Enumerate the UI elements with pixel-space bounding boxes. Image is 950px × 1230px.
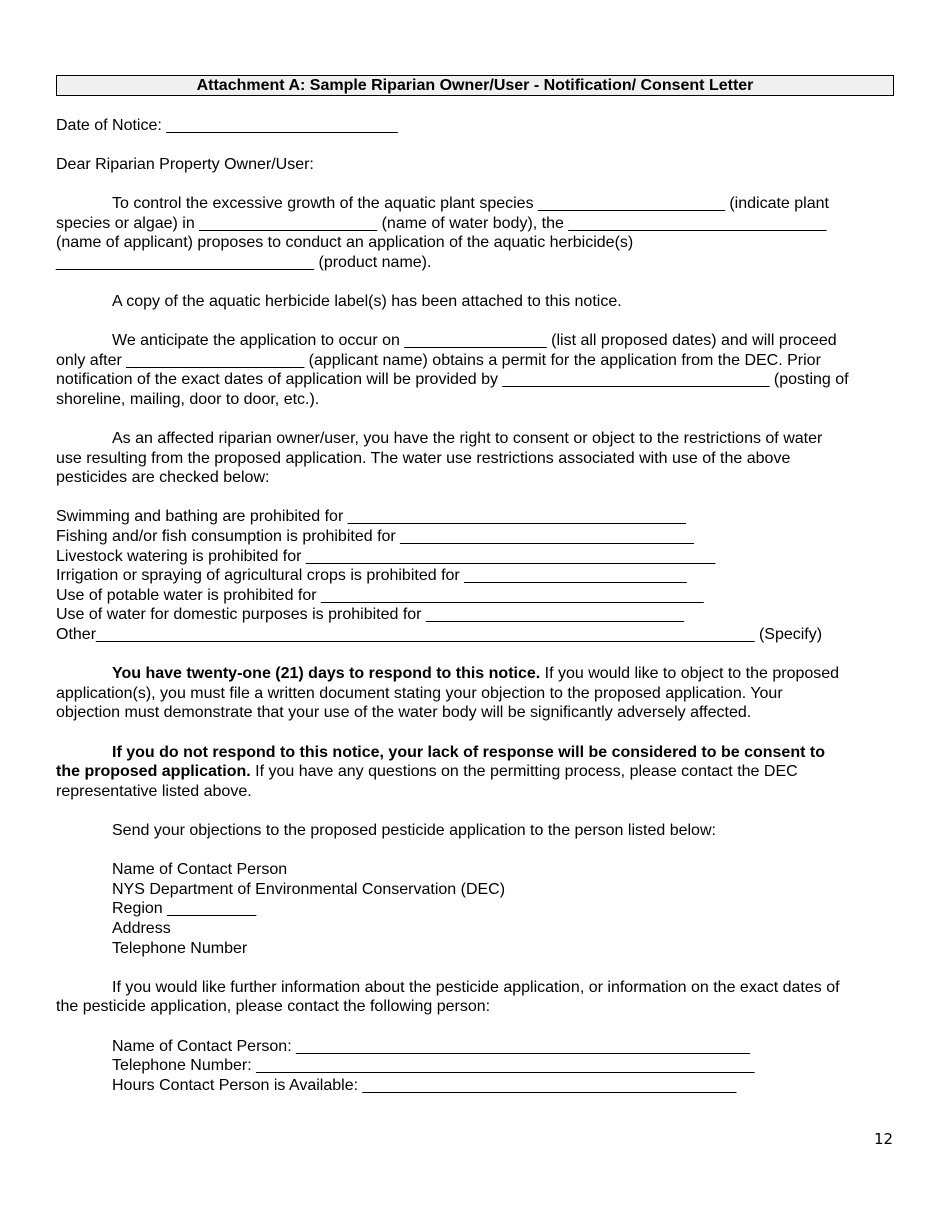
paragraph-line: shoreline, mailing, door to door, etc.). [56, 390, 320, 408]
restriction-item: Swimming and bathing are prohibited for ______________________________________ [56, 508, 686, 526]
paragraph-plant-species [56, 194, 894, 272]
info-line: Telephone Number: ________________________________________________________ [112, 1057, 755, 1075]
paragraph-line: the pesticide application, please contact the following person: [56, 998, 491, 1016]
contact-line: Name of Contact Person [112, 861, 288, 879]
restriction-item: Use of potable water is prohibited for ___________________________________________ [56, 586, 704, 604]
paragraph-text: If you have any questions on the permitting process, please contact the DEC [250, 763, 798, 781]
paragraph-line: notification of the exact dates of application will be provided by ______________________________ (posting of [56, 371, 849, 389]
contact-block [56, 860, 894, 958]
restriction-item: Use of water for domestic purposes is prohibited for _____________________________ [56, 606, 684, 624]
paragraph-label-copy: A copy of the aquatic herbicide label(s) has been attached to this notice. [112, 292, 622, 310]
restriction-item: Livestock watering is prohibited for ______________________________________________ [56, 547, 716, 565]
paragraph-rights [56, 429, 894, 488]
paragraph-text: If you would like to object to the proposed [540, 665, 840, 683]
paragraph-line: species or algae) in ____________________ (name of water body), the _____________________________ [56, 214, 827, 232]
paragraph-response-deadline [56, 664, 894, 723]
paragraph-line: objection must demonstrate that your use of the water body will be significantly adversely affected. [56, 704, 752, 722]
contact-line: Telephone Number [112, 939, 248, 957]
contact-line: Address [112, 919, 171, 937]
contact-line: NYS Department of Environmental Conservation (DEC) [112, 880, 506, 898]
paragraph-line: use resulting from the proposed application. The water use restrictions associated with use of the above [56, 449, 791, 467]
paragraph-further-info [56, 978, 894, 1017]
info-contact-block [56, 1037, 894, 1096]
restrictions-list [56, 507, 894, 644]
paragraph-line: pesticides are checked below: [56, 469, 270, 487]
paragraph-consent-notice [56, 743, 894, 802]
paragraph-line: To control the excessive growth of the aquatic plant species _____________________ (indicate plant [112, 194, 829, 212]
contact-line: Region __________ [112, 900, 257, 918]
paragraph-line: _____________________________ (product name). [56, 253, 432, 271]
consent-bold-text: If you do not respond to this notice, your lack of response will be considered to be consent to [112, 743, 825, 761]
info-line: Hours Contact Person is Available: __________________________________________ [112, 1076, 737, 1094]
restriction-item: Irrigation or spraying of agricultural crops is prohibited for _________________________ [56, 567, 687, 585]
salutation: Dear Riparian Property Owner/User: [56, 155, 314, 173]
page-number: 12 [874, 1130, 894, 1148]
paragraph-line: We anticipate the application to occur on ________________ (list all proposed dates) and will proceed [112, 332, 837, 350]
paragraph-line [56, 664, 894, 684]
paragraph-line: representative listed above. [56, 782, 252, 800]
paragraph-line: only after ____________________ (applicant name) obtains a permit for the application from the DEC. Prior [56, 351, 821, 369]
deadline-bold-text: You have twenty-one (21) days to respond to this notice. [112, 665, 541, 683]
consent-bold-text: the proposed application. [56, 763, 251, 781]
document-title: Attachment A: Sample Riparian Owner/User - Notification/ Consent Letter [56, 75, 894, 96]
letter-page [56, 75, 894, 1095]
paragraph-line: application(s), you must file a written document stating your objection to the proposed application. Your [56, 684, 783, 702]
restriction-item: Fishing and/or fish consumption is prohibited for _________________________________ [56, 528, 694, 546]
restriction-item: Other__________________________________________________________________________ (Specify) [56, 626, 823, 644]
paragraph-line [56, 762, 894, 782]
date-of-notice-line: Date of Notice: __________________________ [56, 116, 398, 134]
paragraph-line: As an affected riparian owner/user, you have the right to consent or object to the restrictions of water [112, 430, 823, 448]
paragraph-line: If you would like further information about the pesticide application, or information on the exact dates of [112, 978, 840, 996]
paragraph-send-objections: Send your objections to the proposed pesticide application to the person listed below: [112, 821, 716, 839]
paragraph-application-dates [56, 331, 894, 409]
paragraph-line [56, 743, 894, 763]
paragraph-line: (name of applicant) proposes to conduct an application of the aquatic herbicide(s) [56, 234, 634, 252]
info-line: Name of Contact Person: ___________________________________________________ [112, 1037, 750, 1055]
